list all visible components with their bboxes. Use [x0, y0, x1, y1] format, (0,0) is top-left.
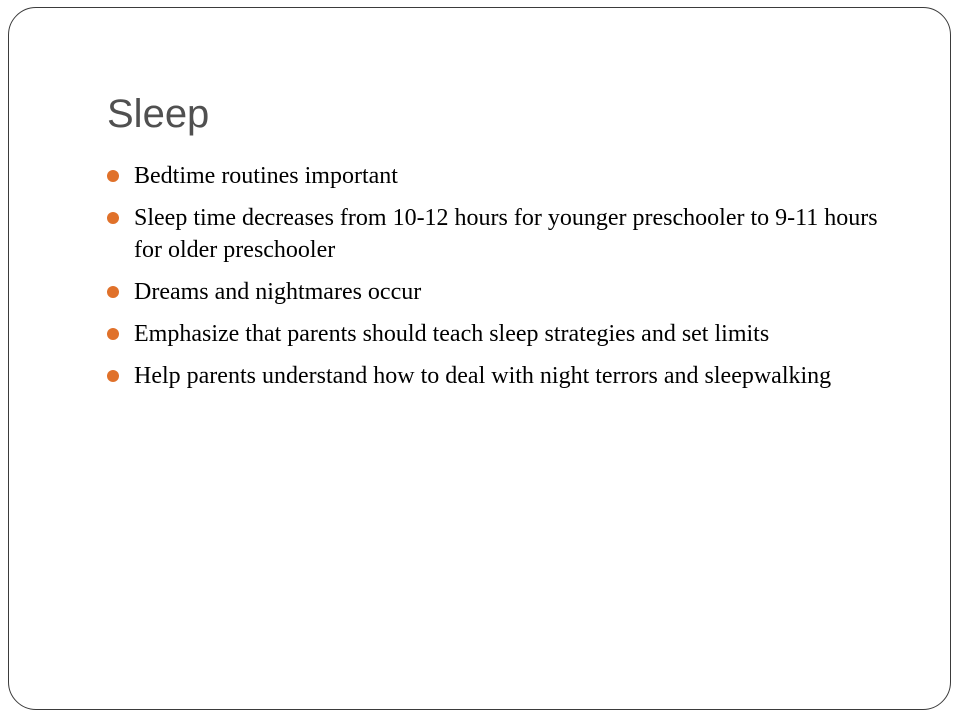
bullet-dot-icon — [107, 286, 119, 298]
bullet-list — [107, 160, 897, 402]
bullet-dot-icon — [107, 170, 119, 182]
list-item — [107, 318, 897, 350]
bullet-text: Dreams and nightmares occur — [134, 279, 422, 305]
bullet-text: Bedtime routines important — [134, 163, 398, 189]
bullet-dot-icon — [107, 212, 119, 224]
bullet-dot-icon — [107, 370, 119, 382]
list-item — [107, 160, 897, 192]
bullet-dot-icon — [107, 328, 119, 340]
bullet-text: Emphasize that parents should teach sleep strategies and set limits — [134, 321, 770, 347]
list-item — [107, 276, 897, 308]
slide-title: Sleep — [107, 92, 210, 136]
list-item — [107, 360, 897, 392]
list-item — [107, 202, 897, 266]
bullet-text: Help parents understand how to deal with night terrors and sleepwalking — [134, 363, 832, 389]
bullet-text: Sleep time decreases from 10-12 hours for younger preschooler to 9-11 hours for older preschooler — [134, 205, 878, 263]
